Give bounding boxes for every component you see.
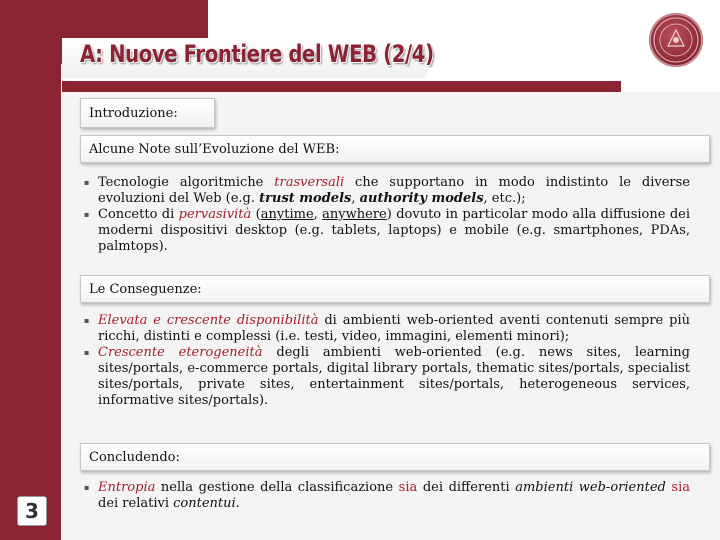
list-item: ▪ Tecnologie algoritmiche trasversali che supportano in modo indistinto le diverse evoluzioni del Web (e.g. trust models, authority models, etc.); — [84, 175, 690, 207]
page-number: 3 — [17, 496, 47, 526]
section-header-conclusion — [80, 443, 710, 471]
list-item: ▪ Elevata e crescente disponibilità di ambienti web-oriented aventi contenuti sempre più ricchi, distinti e complessi (i.e. testi, video, immagini, elementi minori); — [84, 313, 690, 345]
consequences-list — [84, 313, 690, 409]
section-header-intro — [80, 98, 215, 128]
list-item: ▪ Concetto di pervasività (anytime, anywhere) dovuto in particolar modo alla diffusione dei moderni dispositivi desktop (e.g. tablets, laptops) e mobile (e.g. smartphones, PDAs, palmtops). — [84, 207, 690, 255]
section-header-notes — [80, 135, 710, 163]
title-underline-bar — [62, 81, 621, 92]
conclusion-list — [84, 480, 690, 512]
list-item: ▪ Entropia nella gestione della classificazione sia dei differenti ambienti web-oriented sia dei relativi contentui. — [84, 480, 690, 512]
left-sidebar-band — [0, 0, 61, 540]
notes-list — [84, 175, 690, 255]
section-header-conclusion-label: Concludendo: — [89, 449, 180, 465]
section-header-intro-label: Introduzione: — [89, 105, 178, 121]
section-header-notes-label: Alcune Note sull’Evoluzione del WEB: — [89, 141, 340, 157]
university-seal-icon — [649, 13, 703, 67]
slide-title: A: Nuove Frontiere del WEB (2/4) — [80, 40, 434, 68]
list-item: ▪ Crescente eterogeneità degli ambienti web-oriented (e.g. news sites, learning sites/portals, e-commerce portals, digital library portals, thematic sites/portals, specialist sites/portals, private sites, entertainment sites/portals, heterogeneous services, informative sites/portals). — [84, 345, 690, 409]
section-header-consequences — [80, 275, 710, 303]
section-header-consequences-label: Le Conseguenze: — [89, 281, 202, 297]
